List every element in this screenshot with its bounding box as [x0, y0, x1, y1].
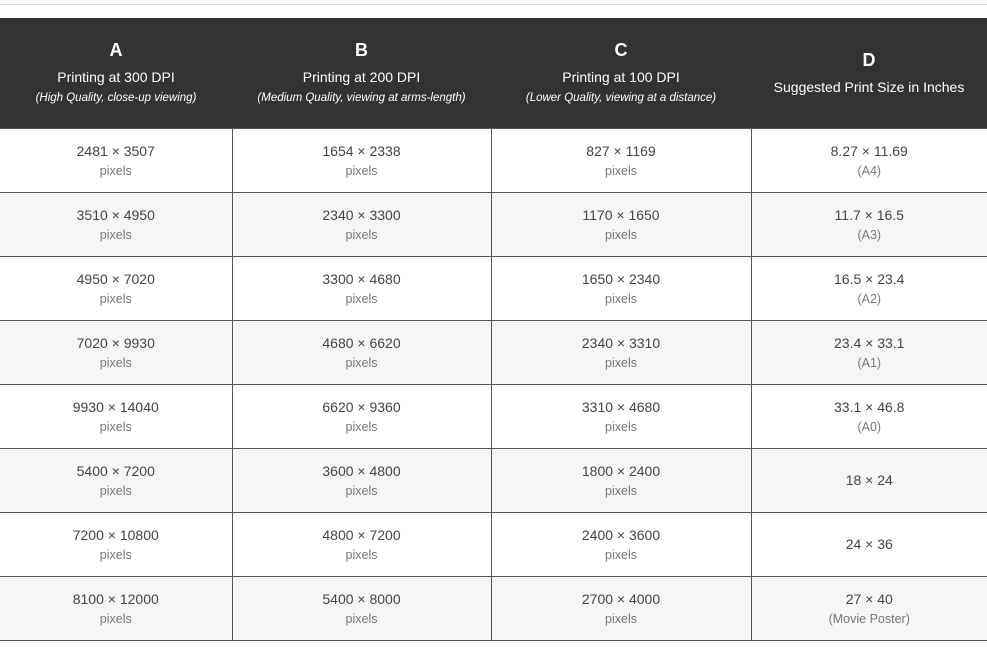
table-row [0, 384, 987, 448]
dimension-value: 4800 × 7200 [322, 526, 401, 543]
dimension-value: 16.5 × 23.4 [834, 270, 905, 287]
table-cell [491, 256, 751, 320]
table-cell [232, 320, 491, 384]
dimension-value: 4680 × 6620 [322, 334, 401, 351]
dimension-unit: pixels [345, 611, 378, 626]
table-cell [751, 320, 987, 384]
table-cell [0, 448, 232, 512]
dimension-unit: pixels [345, 355, 378, 370]
table-cell [232, 448, 491, 512]
dimension-unit: pixels [345, 227, 378, 242]
table-cell [0, 192, 232, 256]
column-header-c [491, 18, 751, 128]
dimension-unit: (A2) [857, 291, 882, 306]
dimension-unit: (A3) [857, 227, 882, 242]
column-title: Printing at 300 DPI [57, 68, 175, 85]
column-letter: D [862, 49, 876, 70]
column-letter: A [109, 39, 123, 60]
table-row [0, 256, 987, 320]
table-row [0, 192, 987, 256]
dimension-value: 827 × 1169 [586, 142, 656, 159]
table-cell [0, 384, 232, 448]
table-cell [491, 192, 751, 256]
table-cell [0, 128, 232, 192]
dimension-value: 8100 × 12000 [72, 590, 159, 607]
dimension-value: 9930 × 14040 [72, 398, 159, 415]
table-row [0, 576, 987, 640]
dimension-unit: pixels [605, 419, 637, 434]
table-cell [751, 512, 987, 576]
dimension-unit: pixels [99, 291, 132, 306]
dimension-unit: pixels [345, 291, 378, 306]
column-letter: C [614, 39, 628, 60]
dimension-value: 2481 × 3507 [76, 142, 155, 159]
table-cell [232, 384, 491, 448]
top-divider [0, 4, 987, 5]
dimension-unit: pixels [99, 419, 132, 434]
table-cell [0, 256, 232, 320]
dimension-value: 3310 × 4680 [581, 398, 661, 415]
table-cell [491, 384, 751, 448]
dimension-unit: (A0) [857, 419, 882, 434]
table-cell [0, 512, 232, 576]
dimension-value: 2700 × 4000 [581, 590, 661, 607]
table-cell [491, 512, 751, 576]
dimension-value: 2340 × 3310 [581, 334, 661, 351]
table-cell [751, 576, 987, 640]
table-cell [751, 448, 987, 512]
column-title: Suggested Print Size in Inches [773, 78, 965, 95]
header-row [0, 18, 987, 128]
dimension-value: 1170 × 1650 [582, 206, 660, 223]
table-cell [491, 448, 751, 512]
dimension-unit: pixels [99, 227, 132, 242]
dimension-value: 7020 × 9930 [76, 334, 155, 351]
dimension-unit: pixels [605, 611, 637, 626]
dimension-value: 4950 × 7020 [76, 270, 155, 287]
dimension-value: 5400 × 7200 [76, 462, 155, 479]
dimension-value: 2400 × 3600 [581, 526, 661, 543]
dimension-unit: pixels [605, 163, 637, 178]
dimension-unit: pixels [345, 163, 378, 178]
print-size-table [0, 18, 987, 641]
column-title: Printing at 100 DPI [562, 68, 680, 85]
dimension-unit: pixels [99, 547, 132, 562]
table-cell [0, 320, 232, 384]
dimension-value: 18 × 24 [845, 472, 893, 488]
column-note: (High Quality, close-up viewing) [35, 91, 197, 104]
column-note: (Lower Quality, viewing at a distance) [525, 91, 717, 104]
dimension-value: 5400 × 8000 [322, 590, 401, 607]
table-header [0, 18, 987, 128]
dimension-unit: (A1) [857, 355, 882, 370]
table-row [0, 320, 987, 384]
table-cell [0, 576, 232, 640]
dimension-unit: pixels [345, 483, 378, 498]
dimension-value: 1800 × 2400 [581, 462, 661, 479]
column-letter: B [355, 39, 368, 60]
dimension-value: 2340 × 3300 [322, 206, 401, 223]
table-cell [491, 128, 751, 192]
dimension-unit: pixels [605, 547, 637, 562]
table-cell [232, 576, 491, 640]
dimension-unit: pixels [99, 611, 132, 626]
table-row [0, 512, 987, 576]
dimension-value: 1654 × 2338 [322, 142, 401, 159]
dimension-value: 3510 × 4950 [76, 206, 155, 223]
dimension-unit: pixels [605, 291, 637, 306]
dimension-unit: pixels [345, 419, 378, 434]
table-row [0, 448, 987, 512]
dimension-value: 24 × 36 [845, 536, 893, 552]
table-cell [232, 256, 491, 320]
dimension-unit: pixels [345, 547, 378, 562]
dimension-value: 6620 × 9360 [322, 398, 401, 415]
dimension-value: 27 × 40 [845, 590, 893, 607]
dimension-unit: pixels [99, 355, 132, 370]
dimension-unit: pixels [605, 227, 637, 242]
table-cell [751, 128, 987, 192]
column-header-a [0, 18, 232, 128]
column-title: Printing at 200 DPI [302, 68, 421, 85]
table-cell [751, 384, 987, 448]
dimension-value: 7200 × 10800 [72, 526, 159, 543]
table-cell [232, 512, 491, 576]
table-cell [232, 128, 491, 192]
dimension-value: 33.1 × 46.8 [834, 398, 905, 415]
dimension-value: 8.27 × 11.69 [830, 142, 908, 159]
table-cell [751, 192, 987, 256]
table-row [0, 128, 987, 192]
dimension-unit: pixels [99, 483, 132, 498]
table-cell [232, 192, 491, 256]
column-header-d [751, 18, 987, 128]
table-cell [491, 320, 751, 384]
dimension-unit: pixels [605, 483, 637, 498]
column-note: (Medium Quality, viewing at arms-length) [257, 91, 466, 104]
dimension-value: 3300 × 4680 [322, 270, 401, 287]
dimension-value: 3600 × 4800 [322, 462, 401, 479]
column-header-b [232, 18, 491, 128]
dimension-value: 23.4 × 33.1 [834, 334, 905, 351]
dimension-unit: pixels [99, 163, 132, 178]
table-cell [751, 256, 987, 320]
dimension-value: 1650 × 2340 [581, 270, 661, 287]
dimension-unit: (Movie Poster) [828, 611, 910, 626]
table-body [0, 128, 987, 640]
table-cell [491, 576, 751, 640]
dimension-unit: pixels [605, 355, 637, 370]
dimension-unit: (A4) [857, 163, 882, 178]
dimension-value: 11.7 × 16.5 [834, 206, 904, 223]
